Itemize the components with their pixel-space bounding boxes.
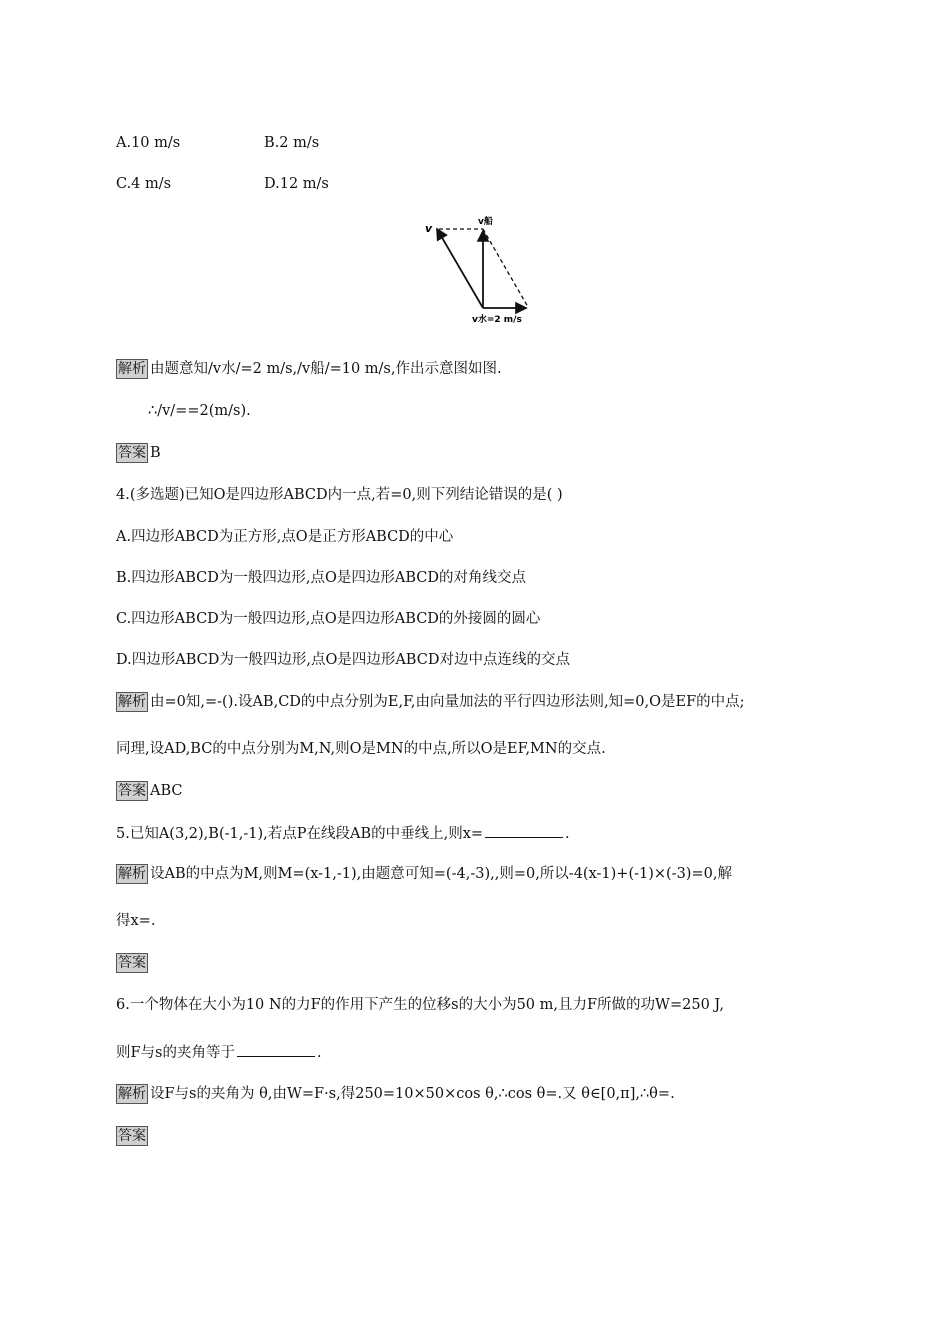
- q6-stem-cont: [116, 1042, 322, 1063]
- q4-stem-text: 4.(多选题)已知O是四边形ABCD内一点,若=0,则下列结论错误的是( ): [116, 487, 563, 503]
- q3-answer: [116, 443, 161, 463]
- q3-analysis-text: 由题意知/v水/=2 m/s,/v船/=10 m/s,作出示意图如图.: [150, 361, 502, 377]
- q3-answer-value: B: [150, 445, 161, 461]
- label-vboat: v船: [478, 217, 493, 227]
- q6-answer-blank: [237, 1042, 315, 1057]
- q4-option-b-text: B.四边形ABCD为一般四边形,点O是四边形ABCD的对角线交点: [116, 570, 526, 586]
- q4-stem: [116, 485, 563, 505]
- answer-label: 答案: [118, 445, 146, 461]
- dashed-right-line: [483, 229, 528, 307]
- label-vwater: v水=2 m/s: [472, 315, 522, 325]
- q4-answer-value: ABC: [150, 783, 183, 799]
- analysis-label: 解析: [118, 1086, 146, 1102]
- q4-analysis: [116, 692, 745, 712]
- q6-stem-text: 6.一个物体在大小为10 N的力F的作用下产生的位移s的大小为50 m,且力F所做的功W=250 J,: [116, 997, 724, 1013]
- option-b-text: B.2 m/s: [264, 135, 320, 151]
- q3-analysis-formula: [148, 401, 251, 421]
- label-v: v: [425, 222, 433, 235]
- q4-analysis-cont-text: 同理,设AD,BC的中点分别为M,N,则O是MN的中点,所以O是EF,MN的交点.: [116, 741, 606, 757]
- q4-option-d-text: D.四边形ABCD为一般四边形,点O是四边形ABCD对边中点连线的交点: [116, 652, 570, 668]
- q5-analysis-cont-text: 得x=.: [116, 913, 156, 929]
- q5-analysis: [116, 864, 732, 884]
- q3-analysis: [116, 359, 502, 379]
- q4-answer: [116, 781, 183, 801]
- answer-label: 答案: [118, 955, 146, 971]
- analysis-label: 解析: [118, 866, 146, 882]
- answer-label: 答案: [118, 1128, 146, 1144]
- analysis-label: 解析: [118, 361, 146, 377]
- q6-answer: [116, 1126, 150, 1146]
- option-b: [264, 133, 319, 153]
- q5-stem-end: .: [565, 826, 570, 842]
- q4-option-a-text: A.四边形ABCD为正方形,点O是正方形ABCD的中心: [116, 529, 454, 545]
- q5-stem-text: 5.已知A(3,2),B(-1,-1),若点P在线段AB的中垂线上,则x=: [116, 826, 484, 842]
- q4-analysis-cont: [116, 739, 606, 759]
- q6-analysis-text: 设F与s的夹角为 θ,由W=F·s,得250=10×50×cos θ,∴cos θ=.又 θ∈[0,π],∴θ=.: [150, 1086, 675, 1102]
- q4-option-c-text: C.四边形ABCD为一般四边形,点O是四边形ABCD的外接圆的圆心: [116, 611, 541, 627]
- answer-label: 答案: [118, 783, 146, 799]
- q5-answer-blank: [485, 823, 563, 838]
- q6-analysis: [116, 1084, 675, 1104]
- q4-analysis-text: 由=0知,=-().设AB,CD的中点分别为E,F,由向量加法的平行四边形法则,知=0,O是EF的中点;: [150, 694, 745, 710]
- option-c-text: C.4 m/s: [116, 176, 172, 192]
- option-a-text: A.10 m/s: [116, 135, 181, 151]
- q6-stem-cont-text: 则F与s的夹角等于: [116, 1045, 236, 1061]
- vector-v-line: [437, 229, 483, 308]
- q4-option-d: [116, 650, 570, 670]
- option-c: [116, 174, 171, 194]
- q6-stem: [116, 995, 724, 1015]
- analysis-label: 解析: [118, 694, 146, 710]
- q4-option-b: [116, 568, 526, 588]
- q3-analysis-formula-text: ∴/v/==2(m/s).: [148, 403, 251, 419]
- q5-stem: [116, 823, 570, 844]
- q6-stem-end: .: [317, 1045, 322, 1061]
- q4-option-a: [116, 527, 453, 547]
- q5-analysis-text: 设AB的中点为M,则M=(x-1,-1),由题意可知=(-4,-3),,则=0,所以-4(x-1)+(-1)×(-3)=0,解: [150, 866, 732, 882]
- q4-option-c: [116, 609, 540, 629]
- q5-analysis-cont: [116, 911, 155, 931]
- velocity-vector-diagram: [420, 210, 545, 328]
- option-a: [116, 133, 180, 153]
- option-d-text: D.12 m/s: [264, 176, 329, 192]
- q5-answer: [116, 953, 150, 973]
- option-d: [264, 174, 329, 194]
